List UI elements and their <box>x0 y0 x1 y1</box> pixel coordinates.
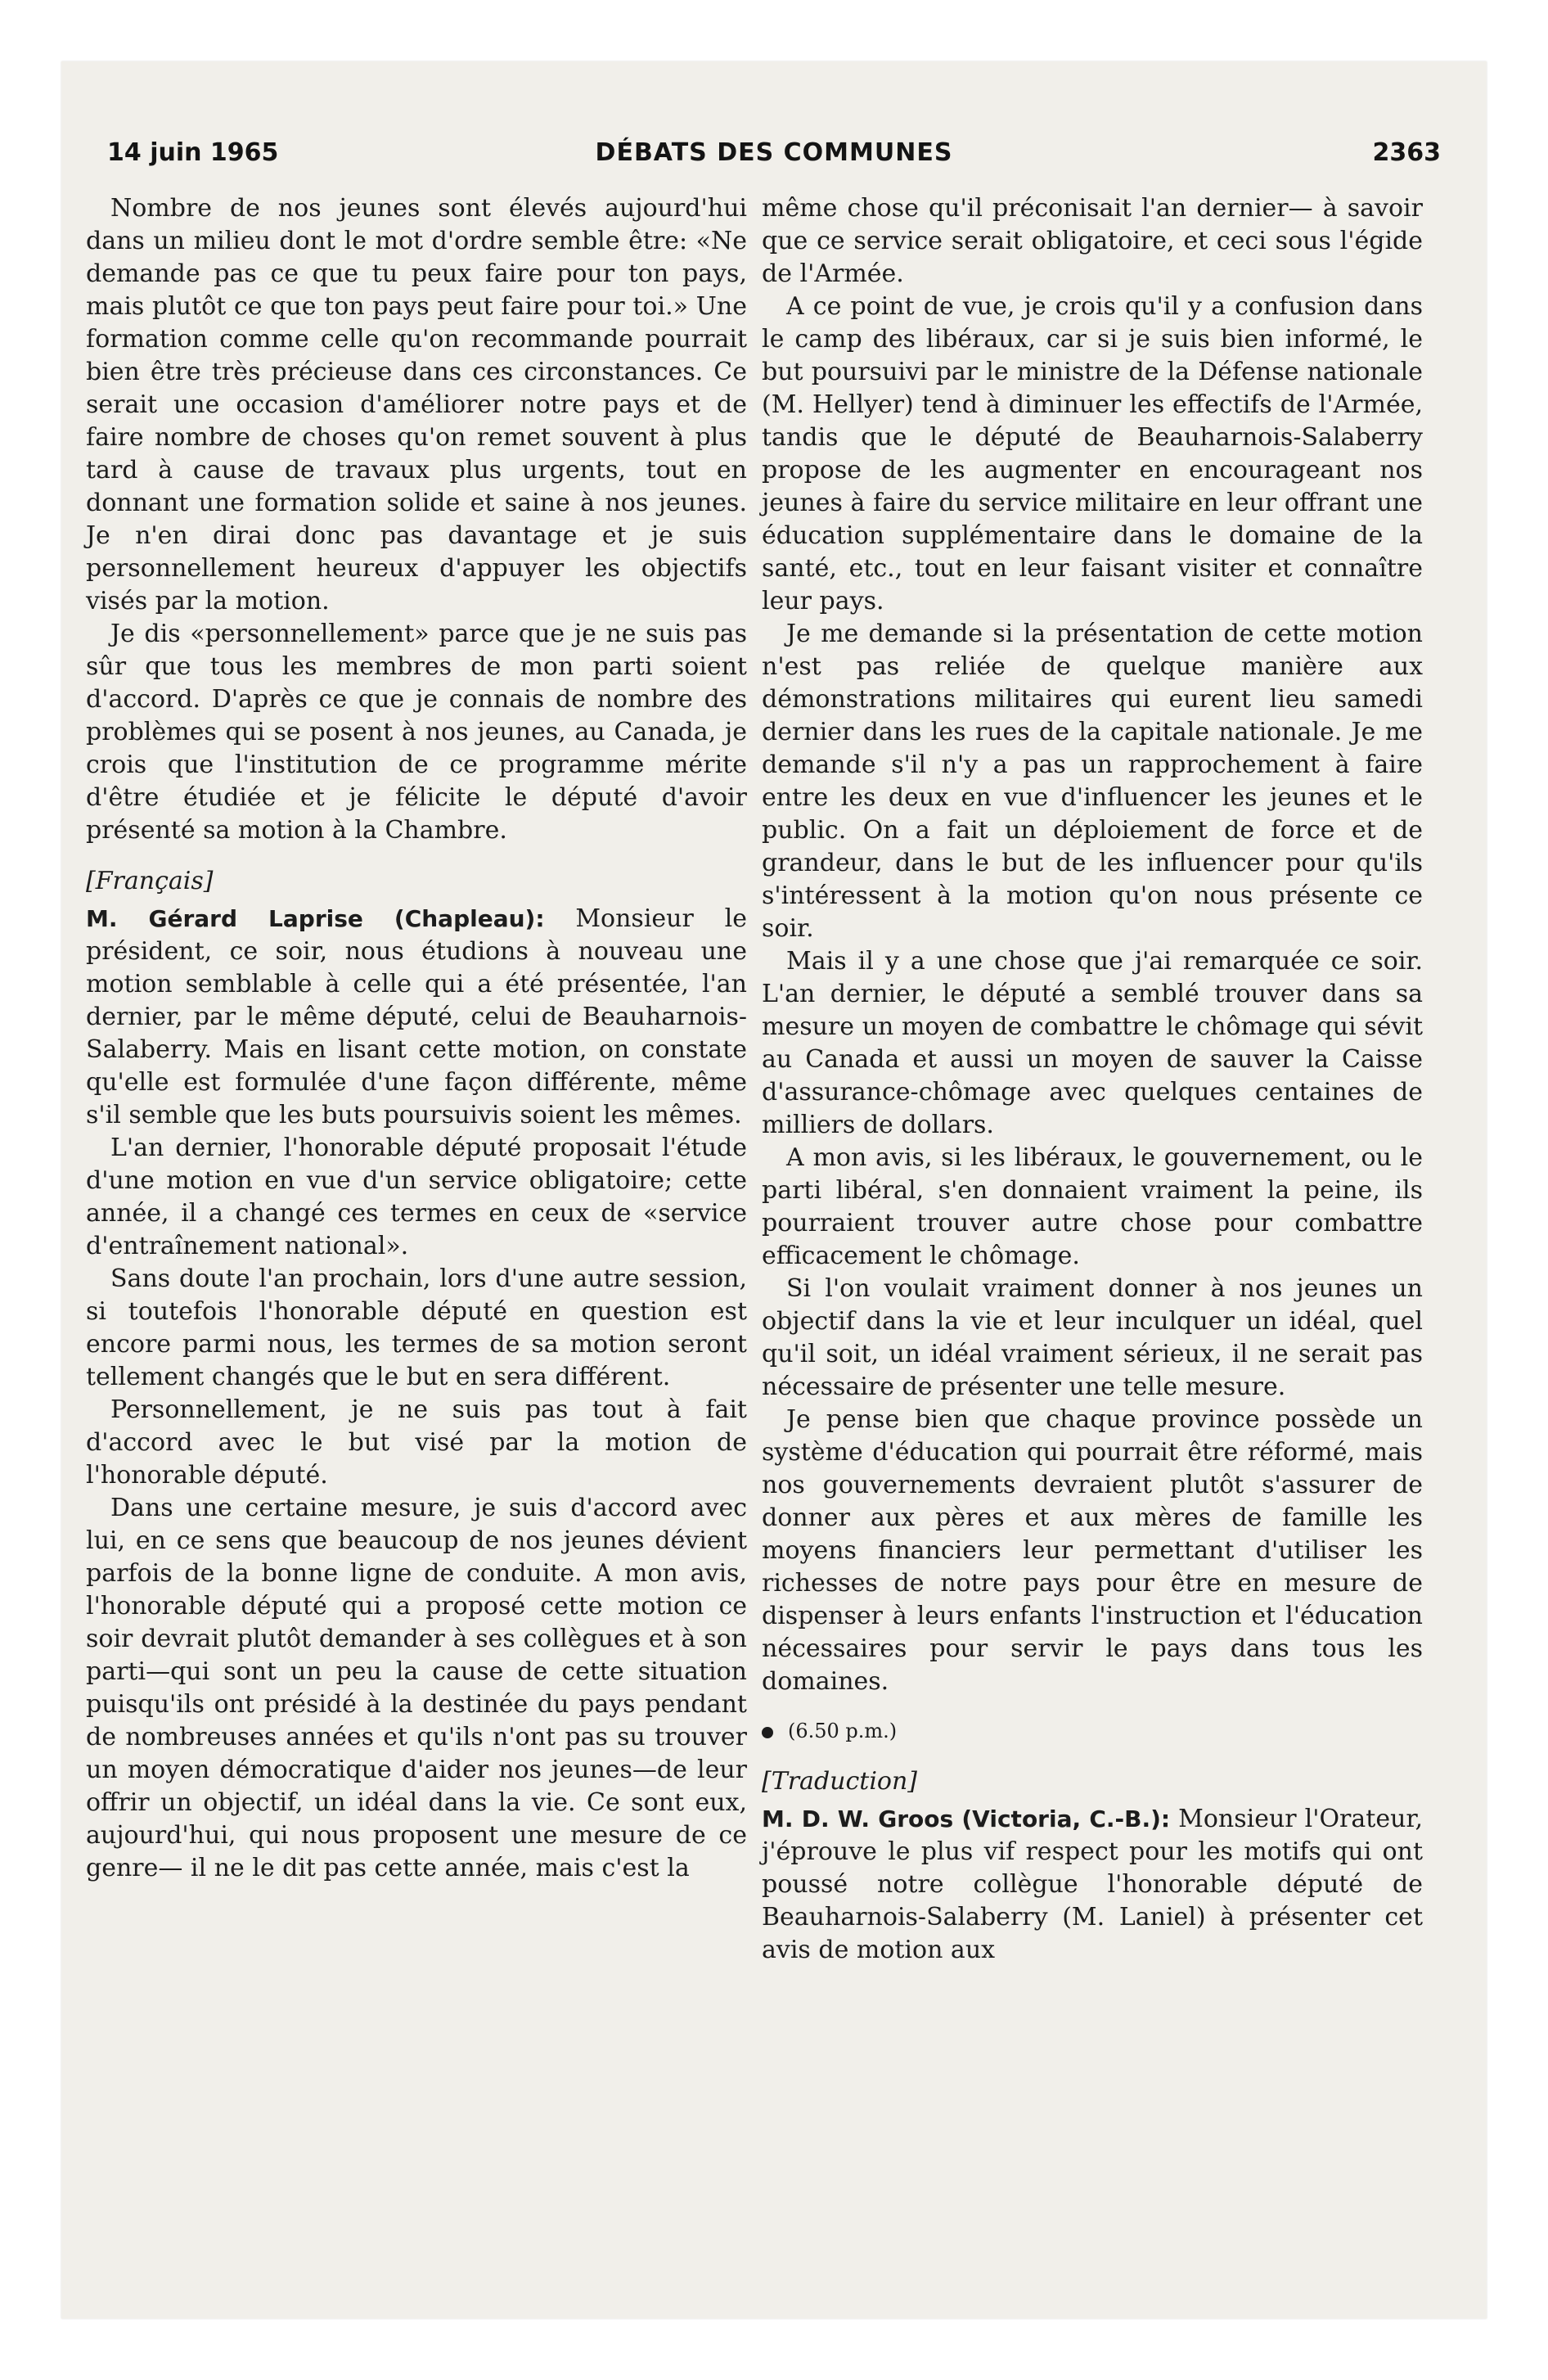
paragraph: Je dis «personnellement» parce que je ne suis pas sûr que tous les membres de mon parti soient d'accord. D'après ce que je connais de nombre des problèmes qui se posent à nos jeunes, au Canada, je crois que l'institution de ce programme mérite d'être étudiée et je félicite le député d'avoir présenté sa motion à la Chambre. <box>86 620 747 845</box>
timestamp: (6.50 p.m.) <box>788 1720 898 1742</box>
left-column <box>86 192 747 1885</box>
header-title: DÉBATS DES COMMUNES <box>595 138 953 167</box>
section-label: [Traduction] <box>762 1767 918 1796</box>
paragraph: Je me demande si la présentation de cette motion n'est pas reliée de quelque manière aux démonstrations militaires qui eurent lieu samedi dernier dans les rues de la capitale nationale. Je me demande s'il n'y a pas un rapprochement à faire entre les deux en vue d'influencer les jeunes et le public. On a fait un déploiement de force et de grandeur, dans le but de les influencer pour qu'ils s'intéressent à la motion qu'on nous présente ce soir. <box>762 620 1423 943</box>
header-date: 14 juin 1965 <box>107 138 279 167</box>
speech-paragraph <box>86 903 747 1132</box>
document-page <box>61 61 1487 2319</box>
speech-text: Monsieur le président, ce soir, nous étudions à nouveau une motion semblable à celle qui a été présentée, l'an dernier, par le même député, celui de Beauharnois-Salaberry. Mais en lisant cette motion, on constate qu'elle est formulée d'une façon différente, même s'il semble que les buts poursuivis soient les mêmes. <box>86 904 747 1129</box>
speaker-name: M. Gérard Laprise (Chapleau): <box>86 905 545 932</box>
speech-text: Monsieur l'Orateur, j'éprouve le plus vif respect pour les motifs qui ont poussé notre collègue l'honorable député de Beauharnois-Salaberry (M. Laniel) à présenter cet avis de motion aux <box>762 1805 1423 1964</box>
paragraph: A ce point de vue, je crois qu'il y a confusion dans le camp des libéraux, car si je suis bien informé, le but poursuivi par le ministre de la Défense nationale (M. Hellyer) tend à diminuer les effectifs de l'Armée, tandis que le député de Beauharnois-Salaberry propose de les augmenter en encourageant nos jeunes à faire du service militaire en leur offrant une éducation supplémentaire dans le domaine de la santé, etc., tout en leur faisant visiter et connaître leur pays. <box>762 292 1423 615</box>
timestamp-line <box>762 1715 1423 1747</box>
page-number: 2363 <box>1372 138 1441 167</box>
right-column <box>762 192 1423 1967</box>
paragraph: Mais il y a une chose que j'ai remarquée ce soir. L'an dernier, le député a semblé trouver dans sa mesure un moyen de combattre le chômage qui sévit au Canada et aussi un moyen de sauver la Caisse d'assurance-chômage avec quelques centaines de milliers de dollars. <box>762 947 1423 1139</box>
speaker-name: M. D. W. Groos (Victoria, C.-B.): <box>762 1805 1171 1832</box>
paragraph: Dans une certaine mesure, je suis d'accord avec lui, en ce sens que beaucoup de nos jeunes dévient parfois de la bonne ligne de conduite. A mon avis, l'honorable député qui a proposé cette motion ce soir devrait plutôt demander à ses collègues et à son parti—qui sont un peu la cause de cette situation puisqu'ils ont présidé à la destinée du pays pendant de nombreuses années et qu'ils n'ont pas su trouver un moyen démocratique d'aider nos jeunes—de leur offrir un objectif, un idéal dans la vie. Ce sont eux, aujourd'hui, qui nous proposent une mesure de ce genre— il ne le dit pas cette année, mais c'est la <box>86 1494 747 1882</box>
paragraph: A mon avis, si les libéraux, le gouvernement, ou le parti libéral, s'en donnaient vraiment la peine, ils pourraient trouver autre chose pour combattre efficacement le chômage. <box>762 1143 1423 1270</box>
paragraph: Personnellement, je ne suis pas tout à fait d'accord avec le but visé par la motion de l'honorable député. <box>86 1395 747 1490</box>
paragraph: Sans doute l'an prochain, lors d'une autre session, si toutefois l'honorable député en question est encore parmi nous, les termes de sa motion seront tellement changés que le but en sera différent. <box>86 1264 747 1391</box>
paragraph: Nombre de nos jeunes sont élevés aujourd'hui dans un milieu dont le mot d'ordre semble être: «Ne demande pas ce que tu peux faire pour ton pays, mais plutôt ce que ton pays peut faire pour toi.» Une formation comme celle qu'on recommande pourrait bien être très précieuse dans ces circonstances. Ce serait une occasion d'améliorer notre pays et de faire nombre de choses qu'on remet souvent à plus tard à cause de travaux plus urgents, tout en donnant une formation solide et saine à nos jeunes. Je n'en dirai donc pas davantage et je suis personnellement heureux d'appuyer les objectifs visés par la motion. <box>86 194 747 615</box>
paragraph: Si l'on voulait vraiment donner à nos jeunes un objectif dans la vie et leur inculquer un idéal, quel qu'il soit, un idéal vraiment sérieux, il ne serait pas nécessaire de présenter une telle mesure. <box>762 1274 1423 1401</box>
speech-paragraph <box>762 1803 1423 1967</box>
paragraph: L'an dernier, l'honorable député proposait l'étude d'une motion en vue d'un service obligatoire; cette année, il a changé ces termes en ceux de «service d'entraînement national». <box>86 1134 747 1260</box>
paragraph: même chose qu'il préconisait l'an dernier— à savoir que ce service serait obligatoire, et ceci sous l'égide de l'Armée. <box>762 194 1423 288</box>
paragraph: Je pense bien que chaque province possède un système d'éducation qui pourrait être réformé, mais nos gouvernements devraient plutôt s'assurer de donner aux pères et aux mères de famille les moyens financiers leur permettant d'utiliser les richesses de notre pays pour être en mesure de dispenser à leurs enfants l'instruction et l'éducation nécessaires pour servir le pays dans tous les domaines. <box>762 1405 1423 1696</box>
bullet-icon <box>762 1727 773 1738</box>
section-label: [Français] <box>86 867 214 895</box>
page-header <box>107 138 1441 179</box>
